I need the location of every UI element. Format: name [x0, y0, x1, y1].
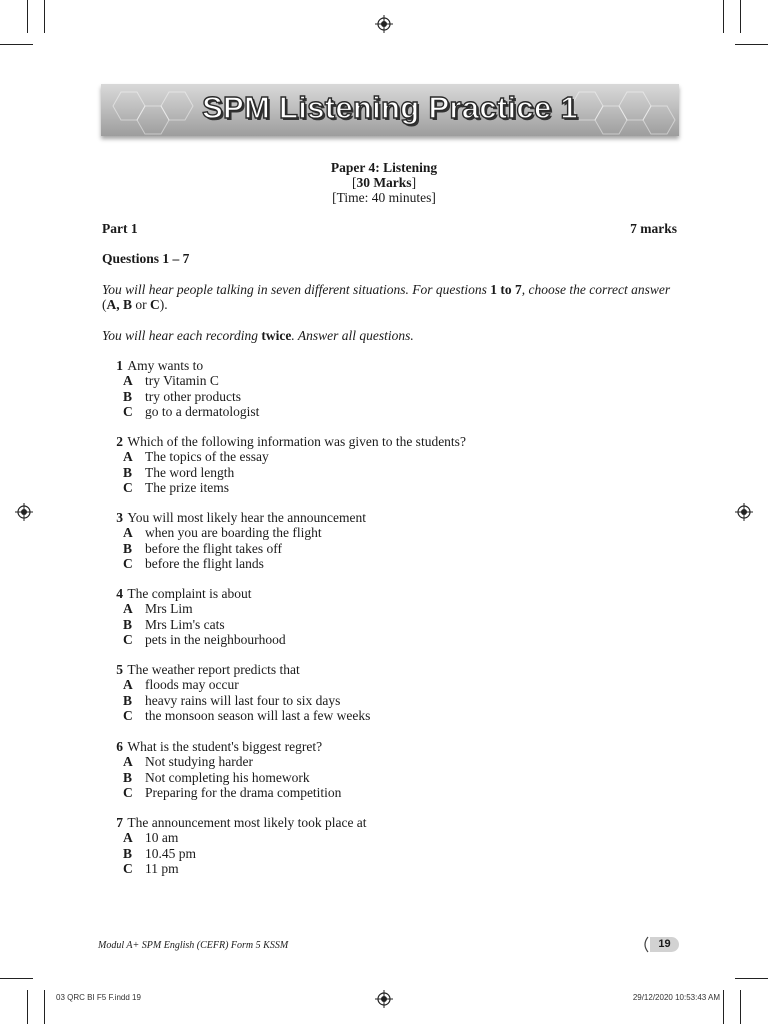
- option-letter: A: [123, 525, 133, 541]
- question-item: [103, 815, 683, 876]
- page-number: 19: [650, 937, 679, 952]
- option-text: 10 am: [145, 830, 179, 846]
- option-letter: A: [123, 677, 133, 693]
- answer-option[interactable]: [103, 617, 683, 632]
- page-title: SPM Listening Practice 1: [202, 90, 578, 125]
- option-letter: B: [123, 769, 133, 785]
- answer-option[interactable]: [103, 846, 683, 861]
- answer-option[interactable]: [103, 785, 683, 800]
- option-text: Mrs Lim's cats: [145, 616, 225, 632]
- registration-mark-icon: [375, 15, 393, 33]
- answer-option[interactable]: [103, 373, 683, 388]
- option-letter: A: [123, 601, 133, 617]
- registration-mark-icon: [375, 990, 393, 1008]
- option-text: The word length: [145, 464, 235, 480]
- instruction-bold: 1 to 7: [490, 282, 522, 297]
- question-stem: The weather report predicts that: [127, 662, 300, 677]
- option-text: Not studying harder: [145, 754, 253, 770]
- crop-mark: [0, 44, 33, 45]
- instruction-bold: A, B: [106, 297, 133, 313]
- option-letter: A: [123, 373, 133, 389]
- question-stem: The complaint is about: [127, 586, 252, 601]
- option-letter: C: [123, 707, 133, 723]
- question-number: 2: [116, 434, 123, 449]
- question-item: [103, 662, 683, 723]
- crop-mark: [723, 990, 724, 1024]
- option-letter: A: [123, 754, 133, 770]
- answer-option[interactable]: [103, 861, 683, 876]
- option-letter: C: [123, 631, 133, 647]
- crop-mark: [723, 0, 724, 33]
- answer-option[interactable]: [103, 708, 683, 723]
- question-stem: Amy wants to: [127, 358, 204, 373]
- question-item: [103, 510, 683, 571]
- crop-mark: [740, 0, 741, 33]
- registration-mark-icon: [735, 503, 753, 521]
- answer-option[interactable]: [103, 770, 683, 785]
- crop-mark: [27, 990, 28, 1024]
- book-title: Modul A+ SPM English (CEFR) Form 5 KSSM: [98, 940, 289, 951]
- crop-mark: [27, 0, 28, 33]
- option-letter: C: [123, 860, 133, 876]
- marks-bracket-open: [: [351, 175, 357, 190]
- crop-mark: [735, 44, 768, 45]
- questions-heading: Questions 1 – 7: [102, 251, 190, 266]
- slug-date: 29/12/2020 10:53:43 AM: [632, 993, 720, 1002]
- answer-option[interactable]: [103, 389, 683, 404]
- instruction-line-3: [102, 328, 682, 343]
- paper-title: Paper 4: Listening: [330, 160, 438, 175]
- answer-option[interactable]: [103, 677, 683, 692]
- option-text: The topics of the essay: [145, 449, 269, 465]
- crop-mark: [44, 0, 45, 33]
- option-text: the monsoon season will last a few weeks: [145, 707, 371, 723]
- question-item: [103, 434, 683, 495]
- option-text: before the flight lands: [145, 555, 264, 571]
- option-text: when you are boarding the flight: [145, 525, 322, 541]
- title-banner: [101, 84, 679, 136]
- option-text: Mrs Lim: [145, 601, 193, 617]
- option-text: floods may occur: [145, 677, 239, 693]
- answer-option[interactable]: [103, 693, 683, 708]
- question-number: 7: [116, 815, 123, 830]
- crop-mark: [44, 990, 45, 1024]
- question-stem: Which of the following information was given to the students?: [127, 434, 466, 449]
- answer-option[interactable]: [103, 601, 683, 616]
- marks-value: 30 Marks: [356, 175, 412, 190]
- paper-header: [0, 160, 768, 205]
- question-number: 5: [116, 662, 123, 677]
- option-letter: A: [123, 449, 133, 465]
- question-number: 3: [116, 510, 123, 525]
- instruction-text: or: [132, 297, 151, 313]
- page-tab-bracket-icon: [640, 936, 650, 953]
- answer-option[interactable]: [103, 449, 683, 464]
- question-item: [103, 586, 683, 647]
- answer-option[interactable]: [103, 632, 683, 647]
- option-text: before the flight takes off: [145, 540, 282, 556]
- instruction-text: ).: [159, 297, 168, 313]
- instruction-text: You will hear each recording: [102, 328, 262, 343]
- question-stem: You will most likely hear the announcement: [127, 510, 366, 525]
- marks-bracket-close: ]: [411, 175, 417, 190]
- option-letter: C: [123, 479, 133, 495]
- option-letter: B: [123, 464, 133, 480]
- option-letter: B: [123, 388, 133, 404]
- option-letter: A: [123, 830, 133, 846]
- question-item: [103, 358, 683, 419]
- answer-option[interactable]: [103, 541, 683, 556]
- option-text: Preparing for the drama competition: [145, 784, 342, 800]
- crop-mark: [740, 990, 741, 1024]
- question-item: [103, 739, 683, 800]
- option-letter: B: [123, 616, 133, 632]
- instruction-text: You will hear people talking in seven different situations. For questions: [102, 282, 491, 297]
- option-text: 11 pm: [145, 860, 179, 876]
- instruction-text: (: [102, 297, 107, 313]
- question-number: 6: [116, 739, 123, 754]
- registration-mark-icon: [15, 503, 33, 521]
- option-text: heavy rains will last four to six days: [145, 692, 341, 708]
- answer-option[interactable]: [103, 556, 683, 571]
- crop-mark: [0, 978, 33, 979]
- option-letter: B: [123, 692, 133, 708]
- option-text: pets in the neighbourhood: [145, 631, 286, 647]
- instructions: [102, 282, 682, 313]
- option-letter: C: [123, 784, 133, 800]
- answer-option[interactable]: [103, 480, 683, 495]
- question-number: 4: [116, 586, 123, 601]
- option-letter: B: [123, 845, 133, 861]
- answer-option[interactable]: [103, 754, 683, 769]
- slug-file: 03 QRC BI F5 F.indd 19: [56, 993, 141, 1002]
- instruction-text: , choose the correct answer: [521, 282, 671, 297]
- paper-marks: [0, 175, 768, 190]
- option-text: The prize items: [145, 479, 229, 495]
- crop-mark: [735, 978, 768, 979]
- question-stem: The announcement most likely took place at: [127, 815, 367, 830]
- part-label: Part 1: [102, 221, 138, 236]
- answer-option[interactable]: [103, 465, 683, 480]
- question-number: 1: [116, 358, 123, 373]
- option-text: Not completing his homework: [145, 769, 310, 785]
- option-text: try Vitamin C: [145, 373, 219, 389]
- option-text: go to a dermatologist: [145, 403, 260, 419]
- instruction-text: . Answer all questions.: [291, 328, 414, 343]
- option-letter: B: [123, 540, 133, 556]
- option-text: try other products: [145, 388, 241, 404]
- answer-option[interactable]: [103, 525, 683, 540]
- instruction-bold: twice: [261, 328, 292, 343]
- answer-option[interactable]: [103, 830, 683, 845]
- option-text: 10.45 pm: [145, 845, 197, 861]
- option-letter: C: [123, 403, 133, 419]
- instruction-line-1: [102, 282, 682, 297]
- answer-option[interactable]: [103, 404, 683, 419]
- instruction-line-2: [102, 297, 682, 312]
- part-marks: 7 marks: [630, 221, 677, 236]
- paper-time: [Time: 40 minutes]: [332, 190, 436, 205]
- option-letter: C: [123, 555, 133, 571]
- instruction-bold: C: [150, 297, 160, 313]
- question-stem: What is the student's biggest regret?: [127, 739, 323, 754]
